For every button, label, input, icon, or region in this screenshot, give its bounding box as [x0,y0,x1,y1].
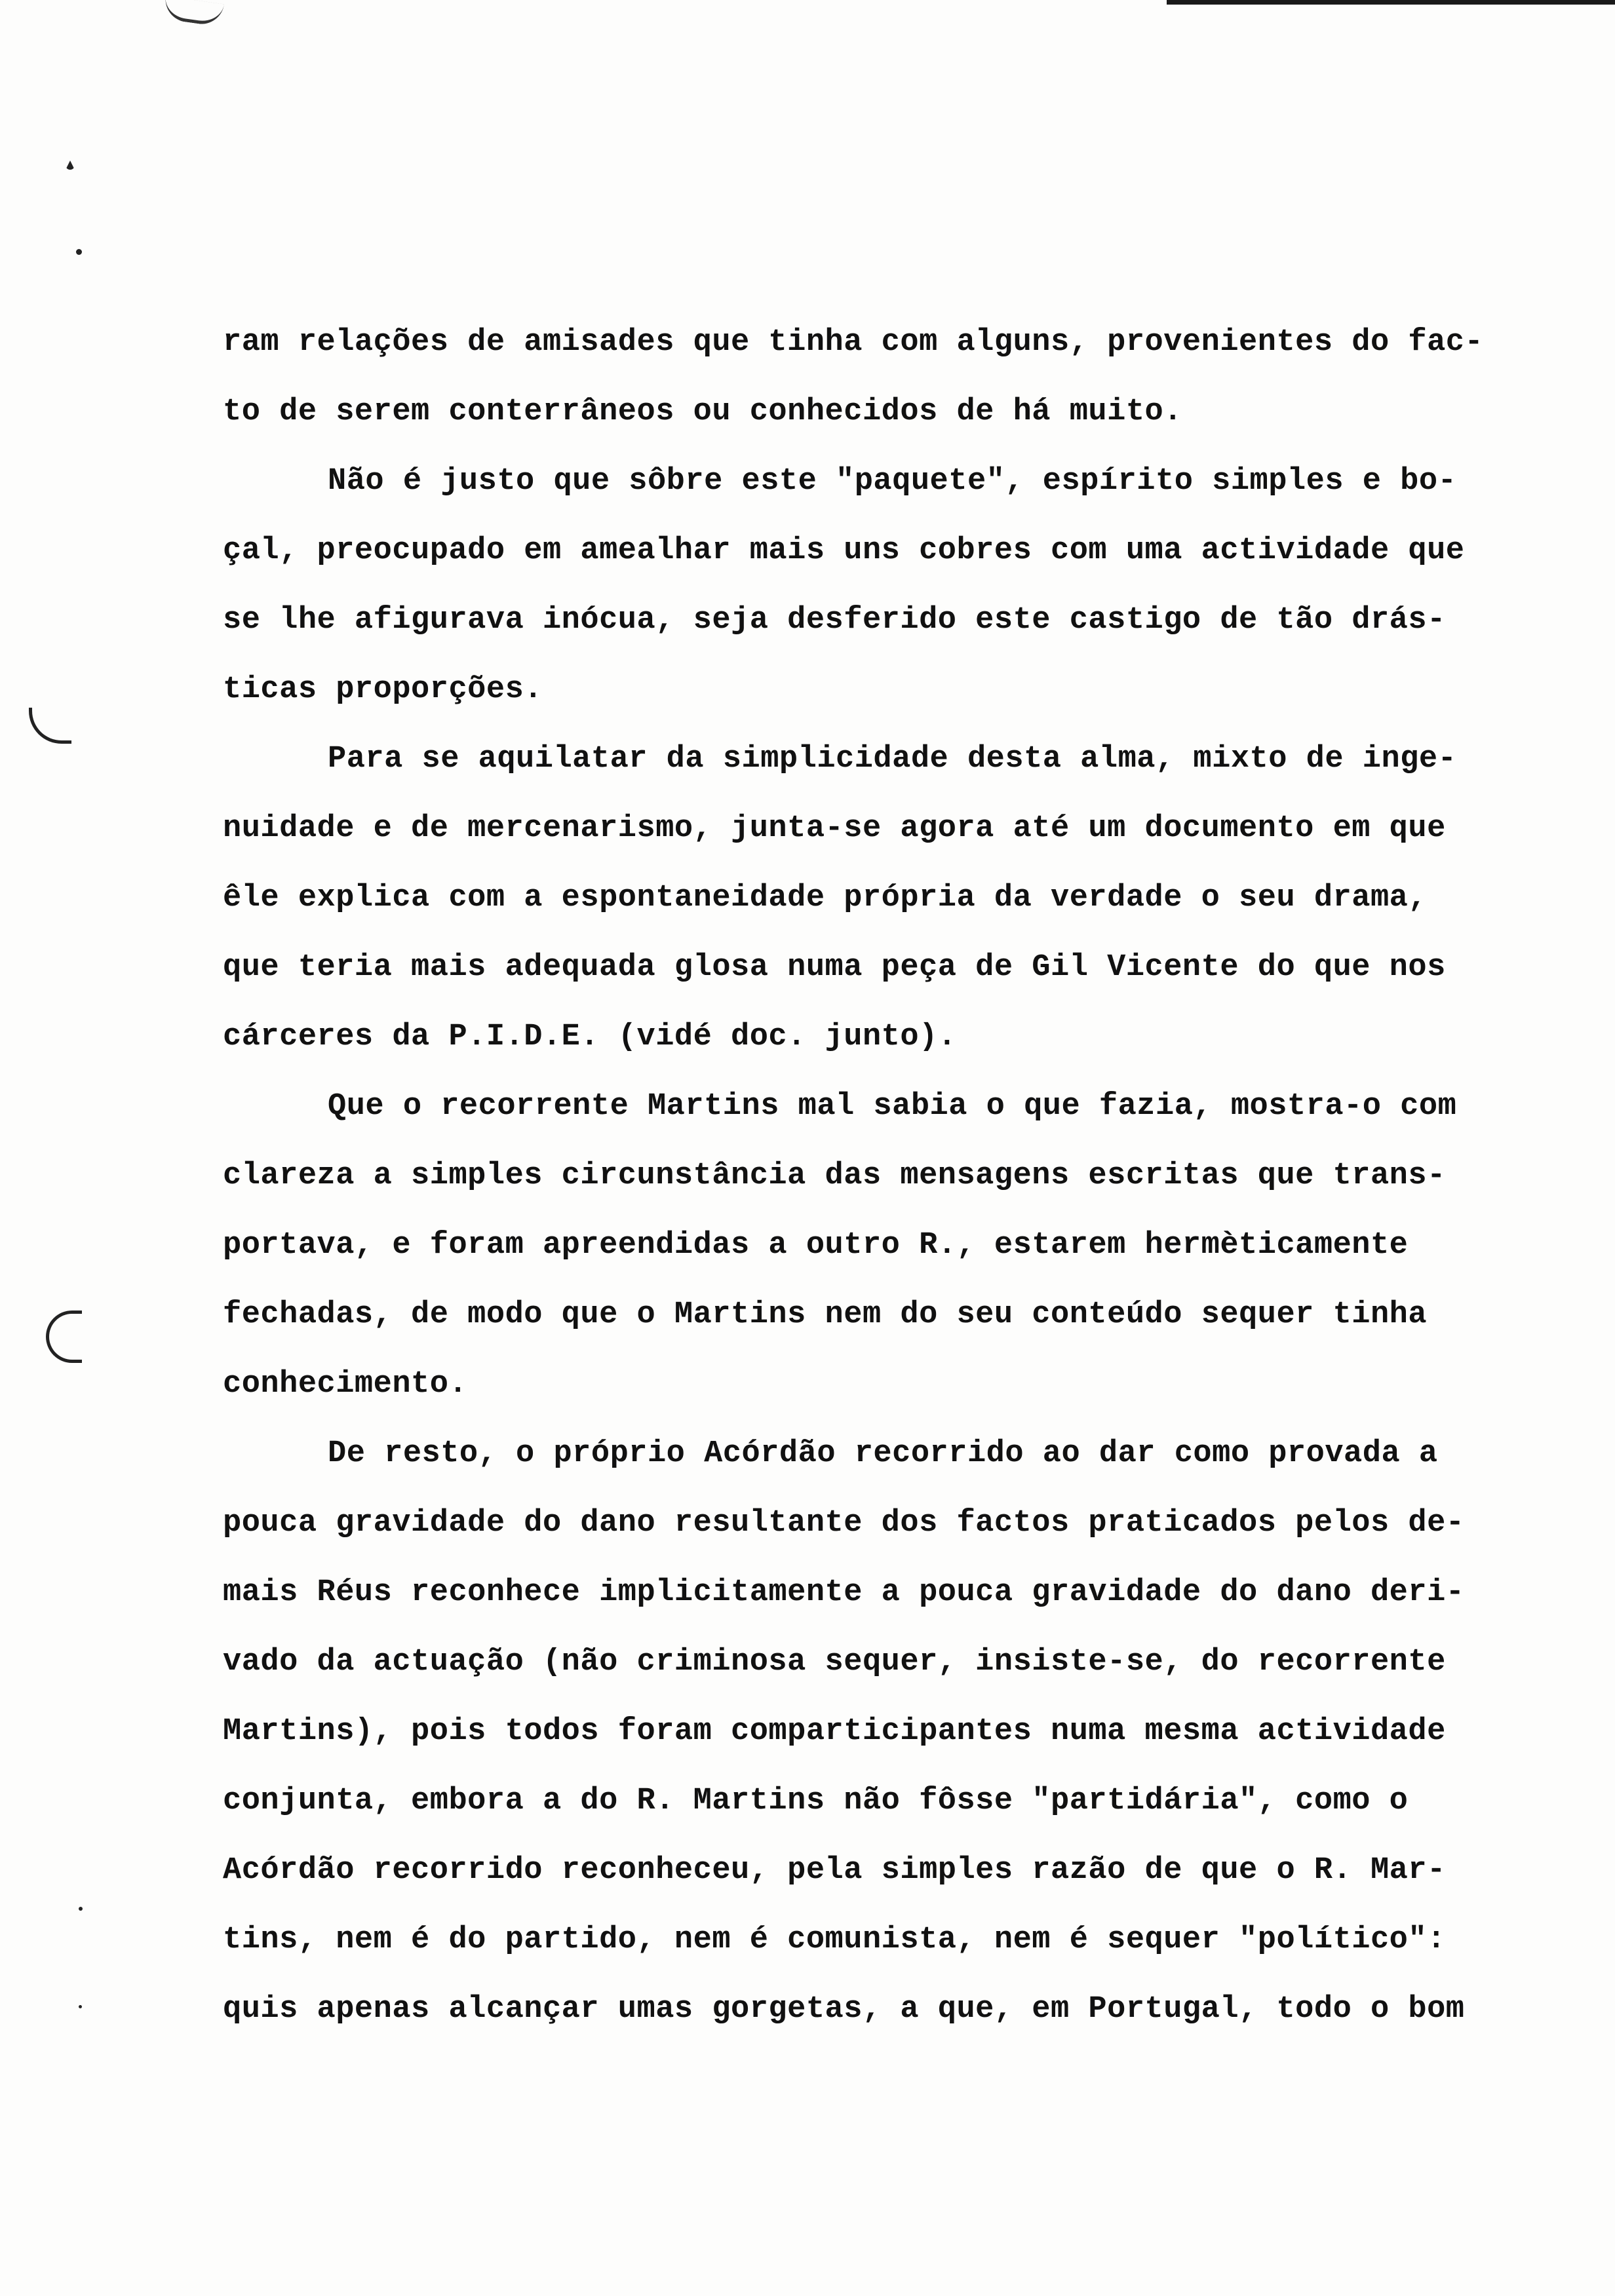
text-line: conhecimento. [223,1367,468,1402]
text-line: ticas proporções. [223,672,543,707]
text-line: êle explica com a espontaneidade própria da verdade o seu drama, [223,881,1428,915]
text-line: conjunta, embora a do R. Martins não fôsse "partidária", como o [223,1784,1409,1818]
text-line: Que o recorrente Martins mal sabia o que fazia, mostra-o com [328,1089,1457,1124]
text-line: se lhe afigurava inócua, seja desferido este castigo de tão drás- [223,603,1446,638]
text-line: Acórdão recorrido reconheceu, pela simples razão de que o R. Mar- [223,1853,1446,1888]
margin-mark [66,161,75,170]
text-line: quis apenas alcançar umas gorgetas, a que, em Portugal, todo o bom [223,1992,1465,2027]
text-line: nuidade e de mercenarismo, junta-se agora até um documento em que [223,811,1446,846]
text-line: çal, preocupado em amealhar mais uns cobres com uma actividade que [223,533,1465,568]
text-line: que teria mais adequada glosa numa peça de Gil Vicente do que nos [223,950,1446,985]
text-line: fechadas, de modo que o Martins nem do seu conteúdo sequer tinha [223,1297,1428,1332]
text-line: Para se aquilatar da simplicidade desta alma, mixto de inge- [328,742,1457,776]
margin-hook-mark [46,1311,82,1363]
margin-hook-mark [29,708,71,744]
text-line: cárceres da P.I.D.E. (vidé doc. junto). [223,1020,957,1054]
text-line: ram relações de amisades que tinha com alguns, provenientes do fac- [223,325,1484,360]
text-line: pouca gravidade do dano resultante dos factos praticados pelos de- [223,1506,1465,1540]
text-line: portava, e foram apreendidas a outro R., estarem hermèticamente [223,1228,1409,1263]
top-edge-rule [1167,0,1615,5]
text-line: clareza a simples circunstância das mensagens escritas que trans- [223,1158,1446,1193]
typed-text-body [223,308,1540,2044]
margin-mark [79,2005,82,2008]
margin-mark [79,1907,83,1911]
text-line: De resto, o próprio Acórdão recorrido ao dar como provada a [328,1436,1438,1471]
text-line: to de serem conterrâneos ou conhecidos de há muito. [223,394,1182,429]
text-line: mais Réus reconhece implicitamente a pouca gravidade do dano deri- [223,1575,1465,1610]
text-line: tins, nem é do partido, nem é comunista, nem é sequer "político": [223,1923,1446,1957]
text-line: vado da actuação (não criminosa sequer, insiste-se, do recorrente [223,1645,1446,1679]
text-line: Não é justo que sôbre este "paquete", espírito simples e bo- [328,464,1457,499]
text-line: Martins), pois todos foram comparticipantes numa mesma actividade [223,1714,1446,1749]
top-scan-mark [163,0,224,27]
margin-mark [76,249,82,255]
